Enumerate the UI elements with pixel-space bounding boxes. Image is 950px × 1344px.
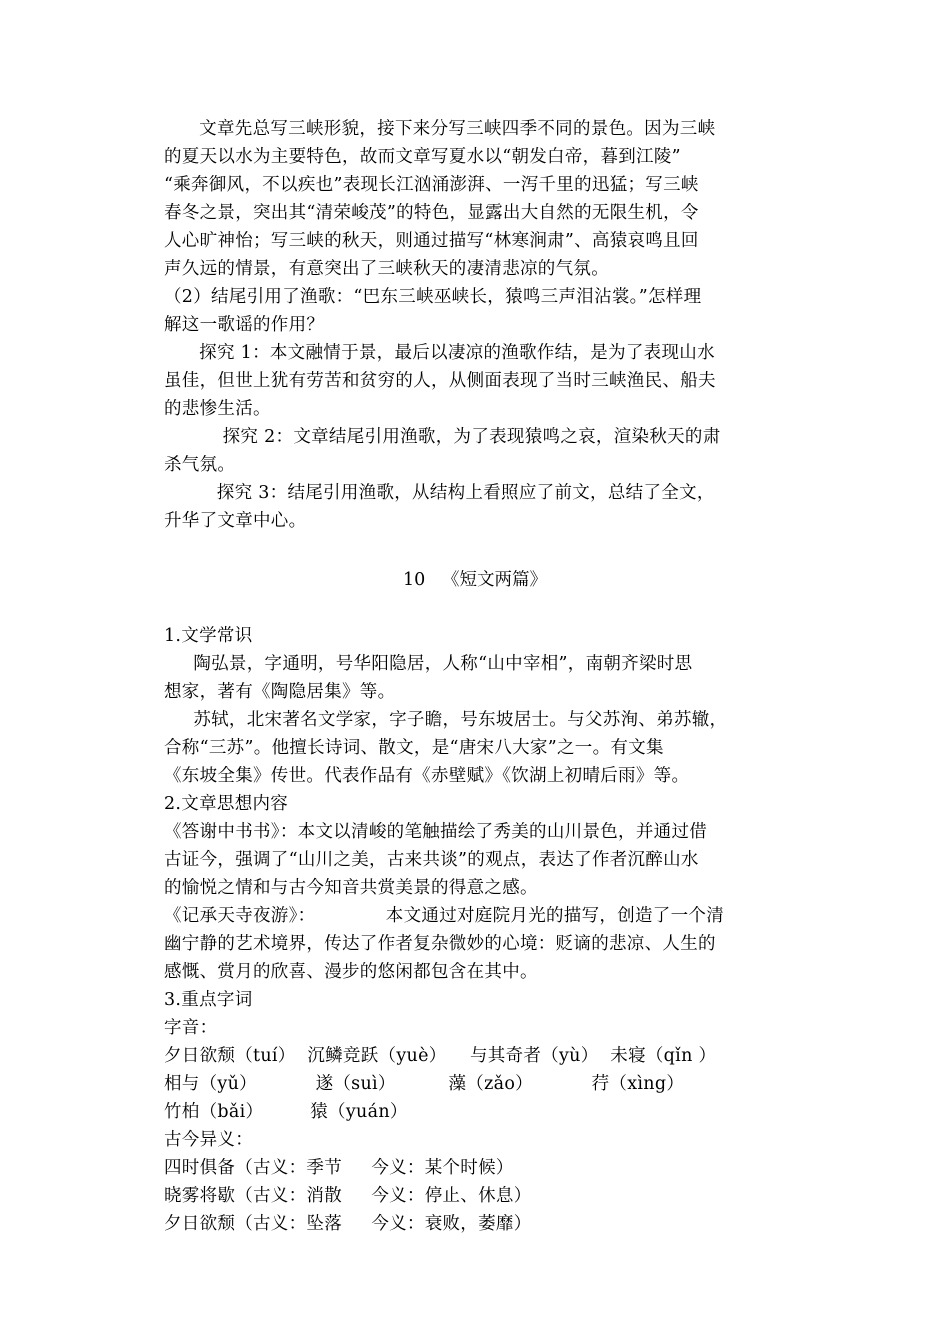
question-line: （2）结尾引用了渔歌：“巴东三峡巫峡长，猿鸣三声泪沾裳。”怎样理 [164, 287, 702, 307]
paragraph-line: 的愉悦之情和与古今知音共赏美景的得意之感。 [164, 878, 538, 898]
paragraph-line: 想家，著有《陶隐居集》等。 [164, 682, 396, 702]
section-title: 10 《短文两篇》 [403, 570, 547, 590]
paragraph-line: 春冬之景，突出其“清荣峻茂”的特色，显露出大自然的无限生机，令 [164, 203, 699, 223]
section-heading: 2.文章思想内容 [164, 794, 289, 814]
paragraph-line: 的夏天以水为主要特色，故而文章写夏水以“朝发白帝，暮到江陵” [164, 147, 681, 167]
pronunciation-line: 竹柏（bǎi） 猿（yuán） [164, 1102, 408, 1122]
subheading: 字音： [164, 1018, 218, 1038]
paragraph-line: 《答谢中书书》：本文以清峻的笔触描绘了秀美的山川景色，并通过借 [164, 822, 708, 842]
paragraph-line: 《东坡全集》传世。代表作品有《赤壁赋》《饮湖上初晴后雨》等。 [164, 766, 690, 786]
pronunciation-line: 相与（yǔ） 遂（suì） 藻（zǎo） 荇（xìng） [164, 1074, 685, 1094]
paragraph-line: 陶弘景，字通明，号华阳隐居，人称“山中宰相”，南朝齐梁时思 [164, 654, 693, 674]
pronunciation-line: 夕日欲颓（tuí） 沉鳞竞跃（yuè） 与其奇者（yù） 未寝（qǐn ） [164, 1046, 717, 1066]
paragraph-line: 文章先总写三峡形貌，接下来分写三峡四季不同的景色。因为三峡 [164, 119, 716, 139]
paragraph-line: 《记承天寺夜游》： 本文通过对庭院月光的描写，创造了一个清 [164, 906, 725, 926]
answer-line: 探究 1：本文融情于景，最后以凄凉的渔歌作结，是为了表现山水 [164, 343, 715, 363]
answer-line: 虽佳，但世上犹有劳苦和贫穷的人，从侧面表现了当时三峡渔民、船夫 [164, 371, 716, 391]
meaning-line: 夕日欲颓（古义：坠落 今义：衰败，萎靡） [164, 1214, 532, 1234]
answer-line: 探究 3：结尾引用渔歌，从结构上看照应了前文，总结了全文， [164, 483, 715, 503]
answer-line: 升华了文章中心。 [164, 511, 307, 531]
paragraph-line: 古证今，强调了“山川之美，古来共谈”的观点，表达了作者沉醉山水 [164, 850, 699, 870]
meaning-line: 晓雾将歇（古义：消散 今义：停止、休息） [164, 1186, 532, 1206]
paragraph-line: 幽宁静的艺术境界，传达了作者复杂微妙的心境：贬谪的悲凉、人生的 [164, 934, 716, 954]
paragraph-line: 苏轼，北宋著名文学家，字子瞻，号东坡居士。与父苏洵、弟苏辙， [164, 710, 728, 730]
answer-line: 的悲惨生活。 [164, 399, 271, 419]
question-line: 解这一歌谣的作用？ [164, 315, 325, 335]
paragraph-line: 人心旷神怡；写三峡的秋天，则通过描写“林寒涧肃”、高猿哀鸣且回 [164, 231, 699, 251]
paragraph-line: “乘奔御风，不以疾也”表现长江汹涌澎湃、一泻千里的迅猛；写三峡 [164, 175, 699, 195]
paragraph-line: 感慨、赏月的欣喜、漫步的悠闲都包含在其中。 [164, 962, 538, 982]
paragraph-line: 合称“三苏”。他擅长诗词、散文，是“唐宋八大家”之一。有文集 [164, 738, 664, 758]
paragraph-line: 声久远的情景，有意突出了三峡秋天的凄清悲凉的气氛。 [164, 259, 609, 279]
section-heading: 3.重点字词 [164, 990, 253, 1010]
answer-line: 杀气氛。 [164, 455, 236, 475]
meaning-line: 四时俱备（古义：季节 今义：某个时候） [164, 1158, 514, 1178]
subheading: 古今异义： [164, 1130, 253, 1150]
section-heading: 1.文学常识 [164, 626, 253, 646]
answer-line: 探究 2：文章结尾引用渔歌，为了表现猿鸣之哀，渲染秋天的肃 [164, 427, 721, 447]
